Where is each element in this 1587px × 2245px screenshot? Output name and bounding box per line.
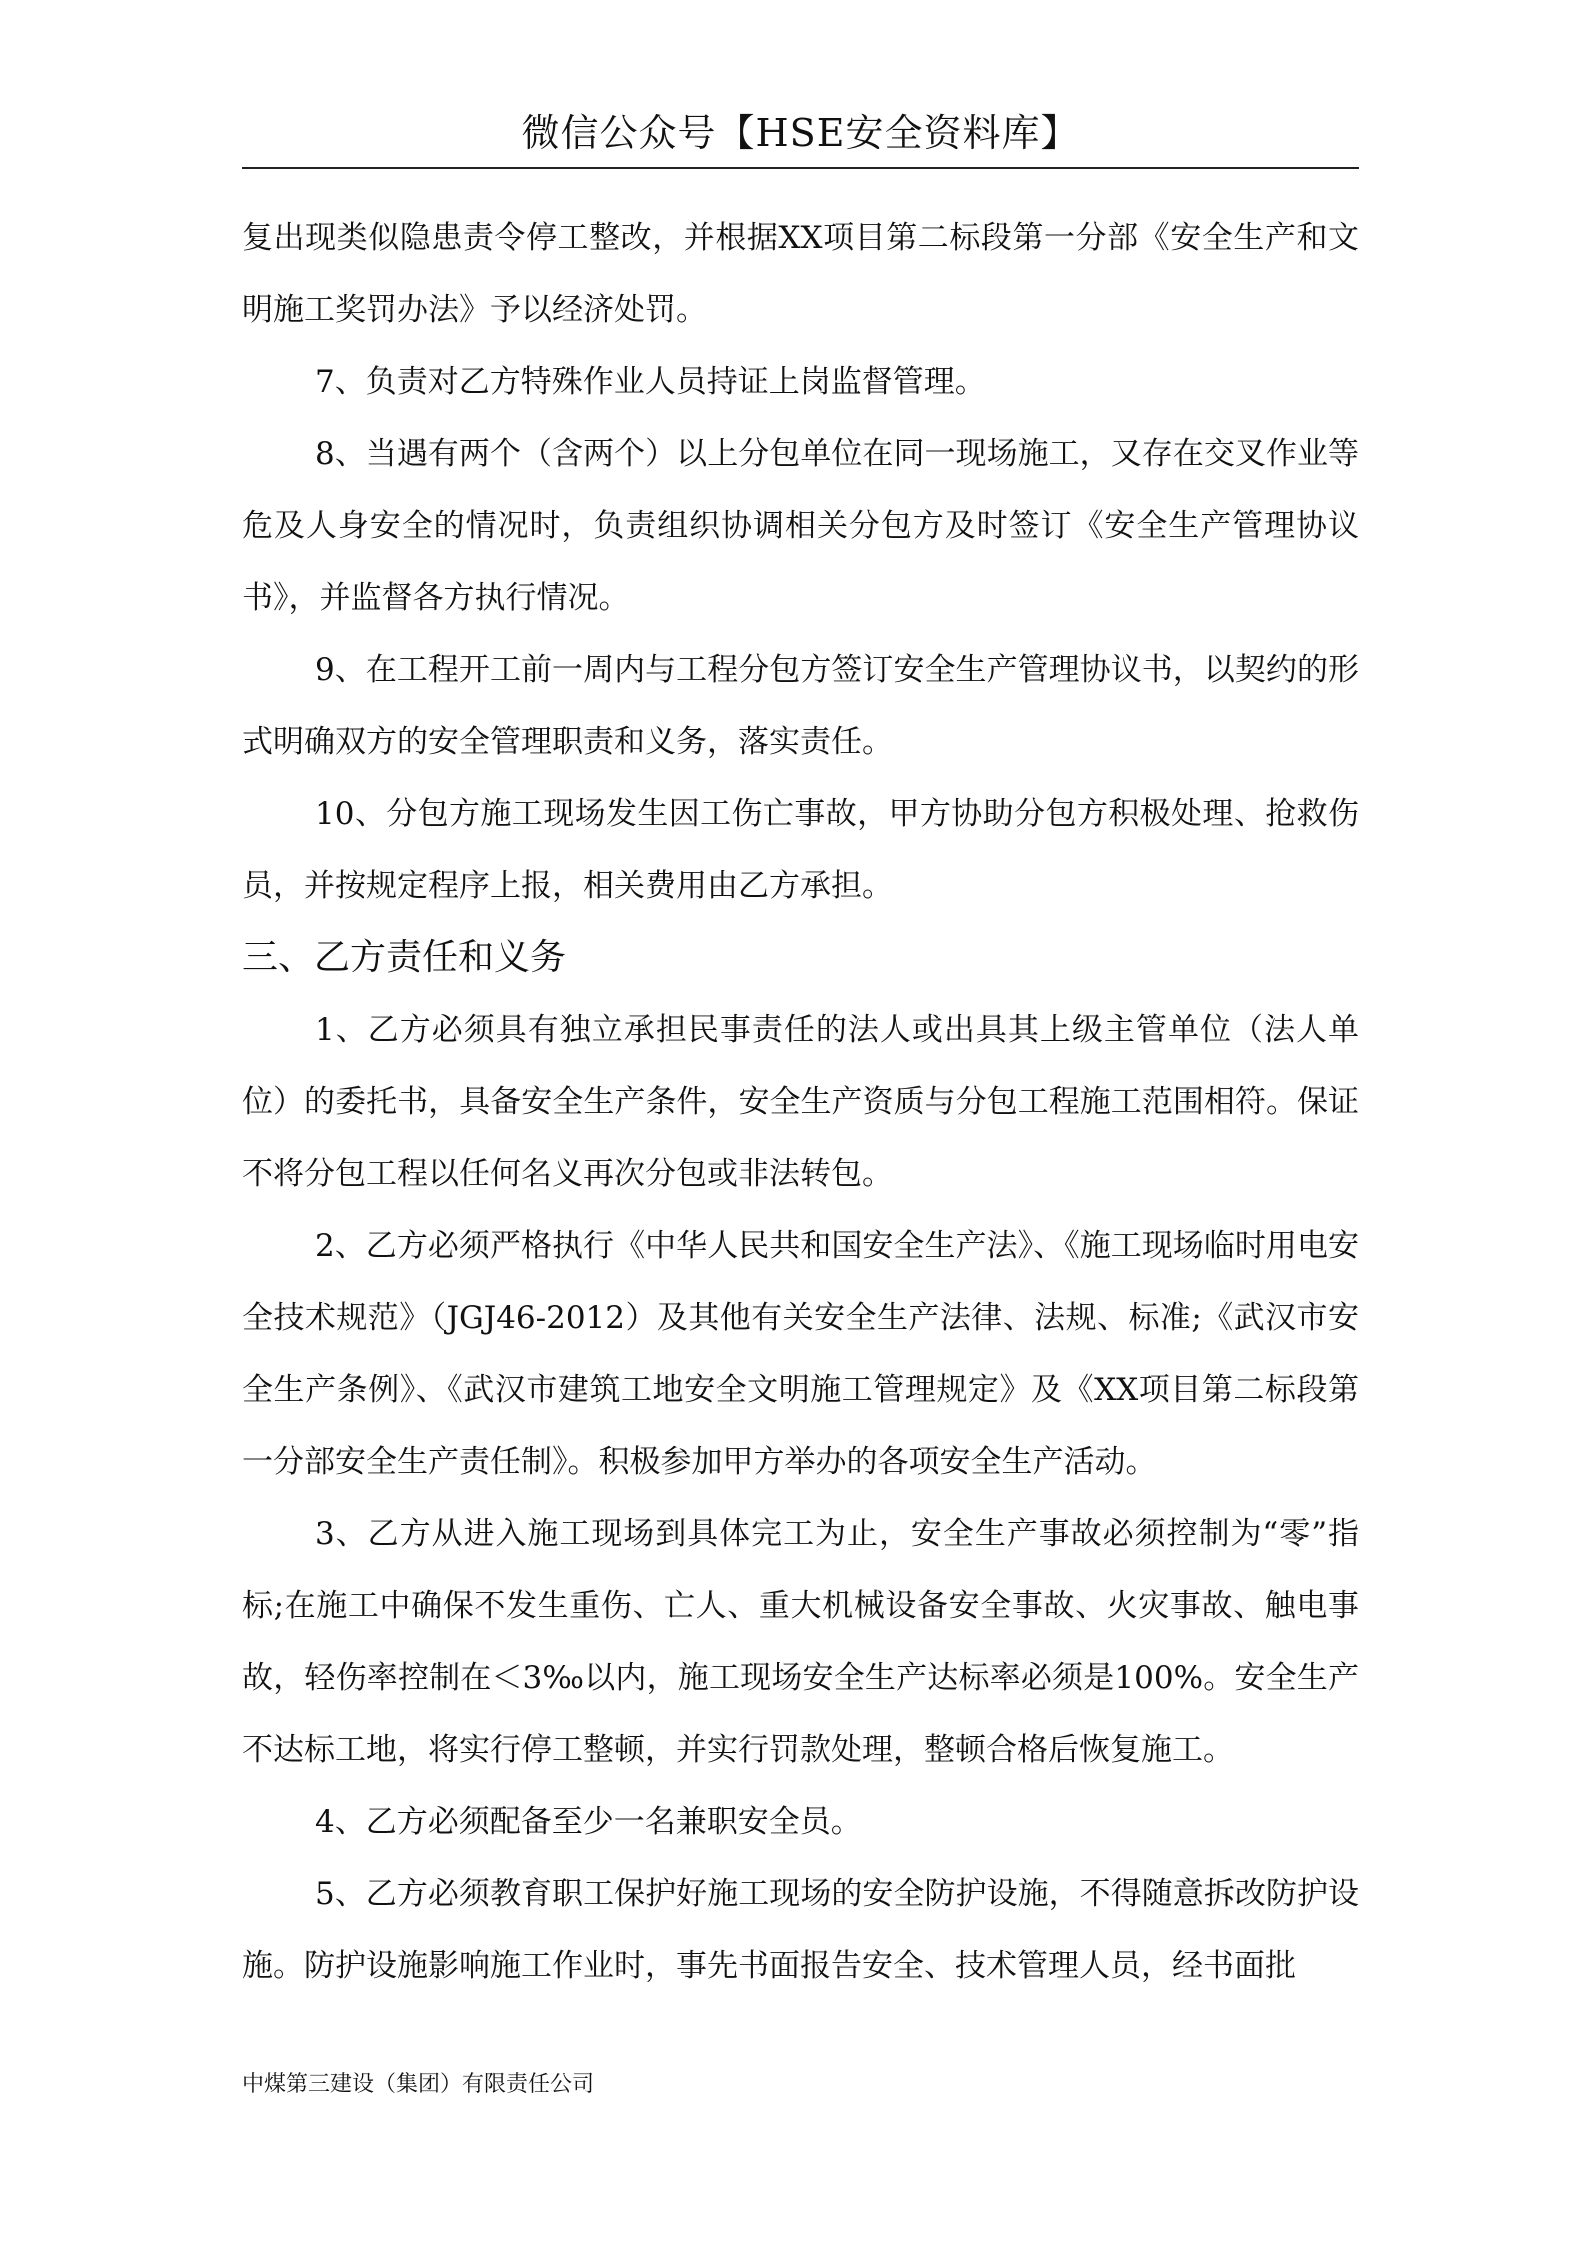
section3-paragraph-5: 5、乙方必须教育职工保护好施工现场的安全防护设施，不得随意拆改防护设施。防护设施影响施工作业时，事先书面报告安全、技术管理人员，经书面批 [242, 1876, 1359, 1984]
section3-paragraph-3: 3、乙方从进入施工现场到具体完工为止，安全生产事故必须控制为“零”指标;在施工中确保不发生重伤、亡人、重大机械设备安全事故、火灾事故、触电事故，轻伤率控制在＜3‰以内，施工现场安全生产达标率必须是100%。安全生产不达标工地，将实行停工整顿，并实行罚款处理，整顿合格后恢复施工。 [242, 1516, 1359, 1768]
paragraph-item-9: 9、在工程开工前一周内与工程分包方签订安全生产管理协议书，以契约的形式明确双方的安全管理职责和义务，落实责任。 [242, 652, 1359, 760]
paragraph-continued: 复出现类似隐患责令停工整改，并根据XX项目第二标段第一分部《安全生产和文明施工奖罚办法》予以经济处罚。 [242, 220, 1359, 328]
document-body [242, 202, 1359, 2002]
section3-paragraph-2: 2、乙方必须严格执行《中华人民共和国安全生产法》、《施工现场临时用电安全技术规范》（JGJ46-2012）及其他有关安全生产法律、法规、标准;《武汉市安全生产条例》、《武汉市建筑工地安全文明施工管理规定》及《XX项目第二标段第一分部安全生产责任制》。积极参加甲方举办的各项安全生产活动。 [242, 1228, 1359, 1480]
section3-paragraph-1: 1、乙方必须具有独立承担民事责任的法人或出具其上级主管单位（法人单位）的委托书，具备安全生产条件，安全生产资质与分包工程施工范围相符。保证不将分包工程以任何名义再次分包或非法转包。 [242, 1012, 1359, 1192]
section3-paragraph-4: 4、乙方必须配备至少一名兼职安全员。 [315, 1804, 862, 1840]
page-header-title: 微信公众号【HSE安全资料库】 [521, 111, 1080, 155]
footer-company-name: 中煤第三建设（集团）有限责任公司 [242, 2072, 595, 2097]
paragraph-item-7: 7、负责对乙方特殊作业人员持证上岗监督管理。 [315, 364, 986, 400]
section-heading-3: 三、乙方责任和义务 [242, 937, 567, 978]
header-divider [242, 167, 1359, 169]
paragraph-item-8: 8、当遇有两个（含两个）以上分包单位在同一现场施工，又存在交叉作业等危及人身安全的情况时，负责组织协调相关分包方及时签订《安全生产管理协议书》，并监督各方执行情况。 [242, 436, 1359, 616]
paragraph-item-10: 10、分包方施工现场发生因工伤亡事故，甲方协助分包方积极处理、抢救伤员，并按规定程序上报，相关费用由乙方承担。 [242, 796, 1359, 904]
